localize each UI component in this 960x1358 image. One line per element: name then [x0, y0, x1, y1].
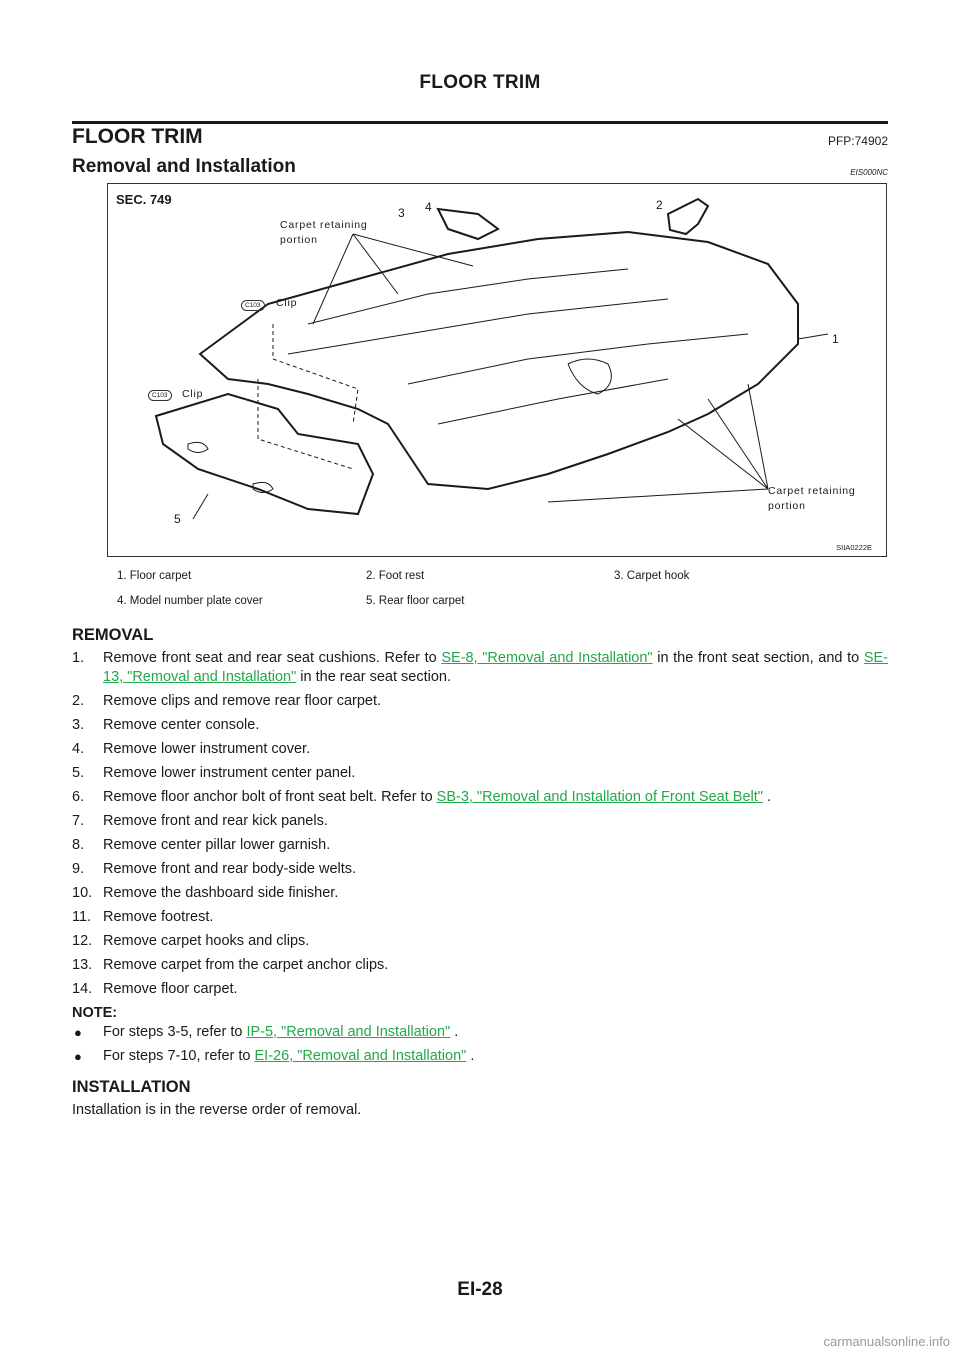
link-sb-3[interactable]: SB-3, "Removal and Installation of Front Seat Belt"	[436, 789, 763, 805]
removal-step: 6. Remove floor anchor bolt of front seat belt. Refer to SB-3, "Removal and Installation of Front Seat Belt" .	[72, 789, 771, 805]
legend-item: 5. Rear floor carpet	[366, 595, 465, 607]
link-ip-5[interactable]: IP-5, "Removal and Installation"	[246, 1024, 451, 1040]
plate-cover-shape	[438, 209, 498, 239]
removal-step: 4. Remove lower instrument cover.	[72, 741, 311, 757]
link-se-8[interactable]: SE-8, "Removal and Installation"	[441, 650, 653, 666]
pfp-code: PFP:74902	[827, 134, 888, 148]
bullet-icon: ●	[74, 1049, 82, 1064]
floor-carpet-diagram	[107, 183, 887, 557]
callout-5: 5	[174, 512, 181, 526]
clip-badge-upper: C103	[241, 300, 265, 311]
removal-step: 5. Remove lower instrument center panel.	[72, 765, 356, 781]
legend-item: 4. Model number plate cover	[117, 595, 263, 607]
removal-step: 3. Remove center console.	[72, 717, 260, 733]
callout-4: 4	[425, 200, 432, 214]
subsection-code: EIS000NC	[850, 168, 888, 177]
header-rule	[72, 121, 888, 124]
removal-heading: REMOVAL	[72, 626, 154, 644]
removal-step: 12. Remove carpet hooks and clips.	[72, 933, 310, 949]
legend-item: 3. Carpet hook	[614, 570, 690, 582]
bullet-icon: ●	[74, 1025, 82, 1040]
note-item: ● For steps 3-5, refer to IP-5, "Removal and Installation" .	[74, 1024, 459, 1040]
removal-step: 9. Remove front and rear body-side welts.	[72, 861, 357, 877]
removal-step: 13. Remove carpet from the carpet anchor clips.	[72, 957, 389, 973]
legend-item: 2. Foot rest	[366, 570, 425, 582]
callout-3: 3	[398, 206, 405, 220]
section-title: FLOOR TRIM	[72, 125, 203, 148]
page-code: EI-28	[457, 1279, 503, 1300]
floor-carpet-shape	[200, 232, 798, 489]
link-se-13[interactable]: SE-13, "Removal and Installation"	[103, 650, 889, 685]
clip-label-lower: Clip	[182, 388, 204, 400]
legend-item: 1. Floor carpet	[117, 570, 192, 582]
callout-1: 1	[832, 332, 839, 346]
callout-2: 2	[656, 198, 663, 212]
page-header-title: FLOOR TRIM	[419, 72, 541, 93]
installation-text: Installation is in the reverse order of removal.	[72, 1102, 362, 1118]
installation-heading: INSTALLATION	[72, 1078, 191, 1096]
figure-id: SIIA0222E	[836, 543, 872, 552]
removal-step: 1. Remove front seat and rear seat cushions. Refer to SE-8, "Removal and Installation" in the front seat section, and to SE-13, "Removal and Installation" in the rear seat section.	[72, 650, 889, 685]
clip-badge-lower: C103	[148, 390, 172, 401]
note-item: ● For steps 7-10, refer to EI-26, "Removal and Installation" .	[74, 1048, 475, 1064]
removal-step: 7. Remove front and rear kick panels.	[72, 813, 328, 829]
note-label: NOTE:	[72, 1005, 118, 1021]
removal-step: 10. Remove the dashboard side finisher.	[72, 885, 339, 901]
carpet-retaining-label-bottom: Carpet retaining portion	[768, 485, 856, 512]
clip-label-upper: Clip	[276, 297, 298, 309]
removal-step: 2. Remove clips and remove rear floor carpet.	[72, 693, 382, 709]
sec-label: SEC. 749	[116, 192, 172, 207]
watermark: carmanualsonline.info	[823, 1334, 950, 1349]
foot-rest-shape	[668, 199, 708, 234]
link-ei-26[interactable]: EI-26, "Removal and Installation"	[254, 1048, 467, 1064]
procedure-content	[72, 626, 888, 1120]
removal-step: 11. Remove footrest.	[72, 909, 214, 925]
removal-step: 14. Remove floor carpet.	[72, 981, 238, 997]
carpet-retaining-label-top: Carpet retaining portion	[280, 219, 368, 246]
removal-step: 8. Remove center pillar lower garnish.	[72, 837, 331, 853]
subsection-title: Removal and Installation	[72, 156, 296, 177]
rear-carpet-shape	[156, 394, 373, 514]
